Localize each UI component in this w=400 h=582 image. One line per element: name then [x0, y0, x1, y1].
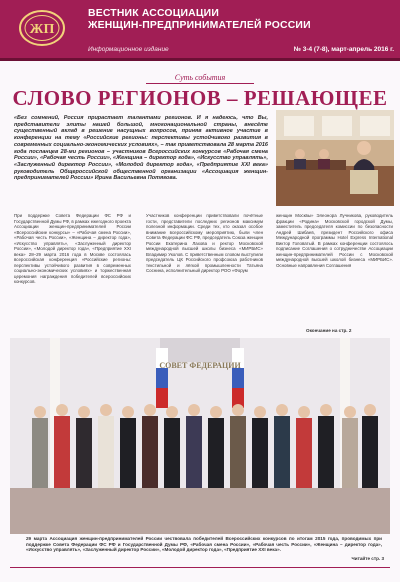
masthead: [0, 0, 400, 58]
article-lead: «Без сомнений, Россия прирастает талантами регионов. И я надеюсь, что Вы, представители элиты нашей большой, многонациональной страны, внесёте существенный вклад в решение насущных вопросов, приняв активное участие в конференции на тему «Российские регионы: перспективы устойчивого развития в современных социально-экономических условиях», – так приветствовала 28 марта 2016 года посланцев 28-ми регионов – участников Всероссийских конкурсов «Рабочая смена России», «Рабочая честь России», «Женщина – директор года», «Искусство управлять», «Заслуженный директор России», «Молодой директор года», «Предприятие XXI века» руководитель Общероссийской общественной организации «Ассоциация женщин-предпринимателей России» Ирина Васильевна Потягова.: [14, 115, 268, 182]
speaker-photo-art: [276, 110, 394, 206]
group-photo: [10, 338, 390, 534]
article-column-2: Участников конференции приветствовали почётные гости, представители последних регионов максимум полезной информации. Среди тех, кто оказал особое внимание всероссийскому мероприятию, были член Совета Федерации ФС РФ, председатель Союза женщин России Екатерина Лахова и ректор Московской международной высшей школы бизнеса «МИРБИС» Владимир Уколов. С приветственным словом выступили председатель ЦК Российского профсоюза работников текстильной и лёгкой промышленности Татьяна Соснина, исполнительный директор РОО «Форум: [146, 213, 263, 273]
section-label: Суть события: [174, 73, 226, 82]
masthead-title: [88, 8, 394, 32]
read-more-note: Читайте стр. 3: [351, 556, 384, 561]
backdrop-text: СОВЕТ ФЕДЕРАЦИИ: [159, 361, 241, 370]
bottom-divider: [10, 567, 390, 568]
association-logo: [18, 8, 66, 48]
masthead-subtitle: Информационное издание: [88, 46, 169, 53]
group-photo-art: [10, 338, 390, 534]
masthead-title-line1: ВЕСТНИК АССОЦИАЦИИ: [88, 8, 219, 19]
speaker-photo: [276, 110, 394, 206]
continued-note: Окончание на стр. 2: [306, 328, 352, 333]
photo-caption: 29 марта Ассоциация женщин-предпринимателей России чествовала победителей Всероссийских конкурсов по итогам 2015 года, проводимых при поддержке Совета Федерации ФС РФ и Государственной Думы РФ, «Рабочая смена России», «Рабочая честь России», «Женщина – директор года», «Искусство управлять», «Заслуженный директор России», «Молодой директор года», «Предприятие XXI века».: [26, 536, 382, 553]
issue-number: № 3-4 (7-8), март-апрель 2016 г.: [293, 46, 394, 53]
article-column-1: При поддержке Совета Федерации ФС РФ и Государственной Думы РФ, в рамках ежегодного проекта Ассоциации женщин-предпринимателей России «Всероссийские конкурсы» – «Рабочая смена России», «Рабочая честь России», «Женщина – директор года», «Искусство управлять», «Заслуженный директор России», «Молодой директор года», «Предприятие XXI века» 28–29 марта 2016 года в Москве состоялась всероссийская конференция «Российские регионы: перспективы устойчивого развития в современных социально-экономических условиях» и торжественная церемония награждения победителей всероссийских конкурсов.: [14, 213, 131, 284]
article-headline: СЛОВО РЕГИОНОВ – РЕШАЮЩЕЕ: [12, 86, 388, 110]
svg-text:ЖП: ЖП: [29, 22, 55, 37]
section-divider: [146, 83, 254, 84]
article-column-3: женщин Москвы» Элеонора Лучникова, руководитель фракции «Родина» Московской городской Думы, заместитель председателя комиссии по безопасности Андрей Шибаев, президент Российского офиса Международной программы Hotel Express International Виктор Головатый. В рамках конференции состоялось подписание Соглашения о сотрудничестве Ассоциации женщин-предпринимателей России с Московской международной высшей школой бизнеса «МИРБИС». Основные направления Соглашения: [276, 213, 393, 268]
masthead-title-line2: ЖЕНЩИН-ПРЕДПРИНИМАТЕЛЕЙ РОССИИ: [88, 20, 311, 31]
masthead-divider: [0, 58, 400, 61]
